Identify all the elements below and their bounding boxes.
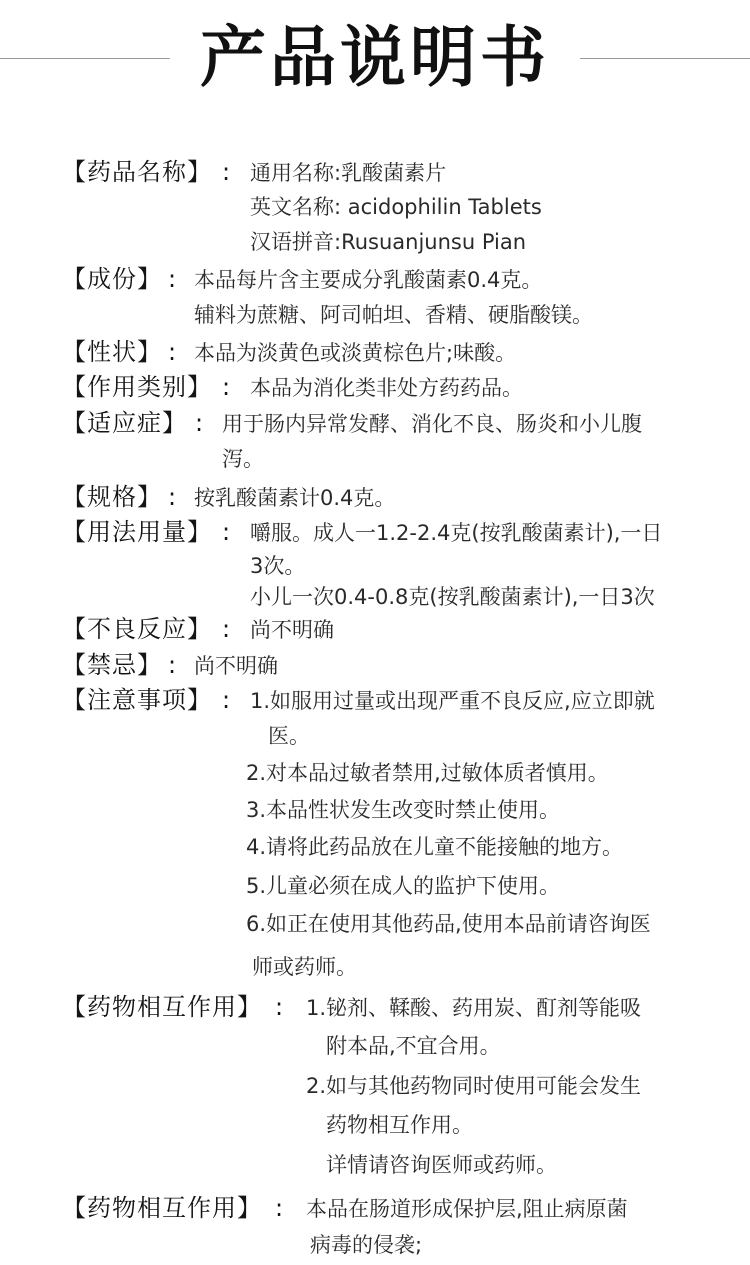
section-line: 本品在肠道形成保护层,阻止病原菌 bbox=[306, 1197, 628, 1221]
section-label: 【注意事项】 bbox=[62, 686, 212, 714]
section-line: 本品为消化类非处方药药品。 bbox=[250, 376, 523, 400]
section-line: 汉语拼音:Rusuanjunsu Pian bbox=[250, 230, 527, 254]
section-colon: : bbox=[168, 338, 177, 366]
section-line: 详情请咨询医师或药师。 bbox=[326, 1153, 557, 1177]
section-label: 【药物相互作用】 bbox=[62, 1194, 262, 1222]
section-colon: : bbox=[275, 993, 284, 1021]
section-line: 小儿一次0.4-0.8克(按乳酸菌素计),一日3次 bbox=[250, 585, 655, 609]
section-label: 【不良反应】 bbox=[62, 615, 212, 643]
section-label: 【药物相互作用】 bbox=[62, 993, 262, 1021]
section-line: 3次。 bbox=[250, 554, 306, 578]
section-colon: : bbox=[222, 518, 231, 546]
section-line: 病毒的侵袭; bbox=[310, 1233, 423, 1257]
section-line: 尚不明确 bbox=[250, 618, 334, 642]
section-line: 嚼服。成人一1.2-2.4克(按乳酸菌素计),一日 bbox=[250, 521, 663, 545]
section-colon: : bbox=[168, 483, 177, 511]
section-line: 辅料为蔗糖、阿司帕坦、香精、硬脂酸镁。 bbox=[194, 303, 593, 327]
section-colon: : bbox=[168, 651, 177, 679]
section-label: 【性状】 bbox=[62, 338, 162, 366]
section-line: 按乳酸菌素计0.4克。 bbox=[194, 486, 396, 510]
section-label: 【药品名称】 bbox=[62, 158, 212, 186]
section-line: 2.如与其他药物同时使用可能会发生 bbox=[306, 1074, 642, 1098]
section-line: 4.请将此药品放在儿童不能接触的地方。 bbox=[246, 835, 624, 859]
section-line: 通用名称:乳酸菌素片 bbox=[250, 161, 447, 185]
section-colon: : bbox=[222, 158, 231, 186]
section-line: 5.儿童必须在成人的监护下使用。 bbox=[246, 874, 561, 898]
section-label: 【作用类别】 bbox=[62, 373, 212, 401]
section-line: 医。 bbox=[268, 724, 310, 748]
section-colon: : bbox=[275, 1194, 284, 1222]
section-line: 2.对本品过敏者禁用,过敏体质者慎用。 bbox=[246, 761, 609, 785]
section-colon: : bbox=[195, 409, 204, 437]
section-line: 附本品,不宜合用。 bbox=[326, 1034, 501, 1058]
section-line: 药物相互作用。 bbox=[326, 1113, 473, 1137]
title-rule-right bbox=[580, 58, 750, 59]
section-label: 【适应症】 bbox=[62, 409, 187, 437]
section-line: 1.铋剂、鞣酸、药用炭、酊剂等能吸 bbox=[306, 996, 642, 1020]
section-line: 用于肠内异常发酵、消化不良、肠炎和小儿腹 bbox=[222, 412, 642, 436]
title-rule-left bbox=[0, 58, 170, 59]
section-colon: : bbox=[222, 686, 231, 714]
section-line: 6.如正在使用其他药品,使用本品前请咨询医 bbox=[246, 912, 651, 936]
section-line: 1.如服用过量或出现严重不良反应,应立即就 bbox=[250, 689, 655, 713]
section-label: 【成份】 bbox=[62, 265, 162, 293]
section-line: 尚不明确 bbox=[194, 654, 278, 678]
section-line: 3.本品性状发生改变时禁止使用。 bbox=[246, 798, 561, 822]
section-label: 【用法用量】 bbox=[62, 518, 212, 546]
section-line: 英文名称: acidophilin Tablets bbox=[250, 195, 542, 219]
section-label: 【规格】 bbox=[62, 483, 162, 511]
section-line: 本品为淡黄色或淡黄棕色片;味酸。 bbox=[194, 341, 517, 365]
section-label: 【禁忌】 bbox=[62, 651, 162, 679]
section-line: 师或药师。 bbox=[252, 955, 357, 979]
section-line: 泻。 bbox=[222, 447, 264, 471]
page-title: 产品说明书 bbox=[200, 19, 550, 96]
section-line: 本品每片含主要成分乳酸菌素0.4克。 bbox=[194, 268, 543, 292]
section-colon: : bbox=[222, 373, 231, 401]
section-colon: : bbox=[222, 615, 231, 643]
section-colon: : bbox=[168, 265, 177, 293]
